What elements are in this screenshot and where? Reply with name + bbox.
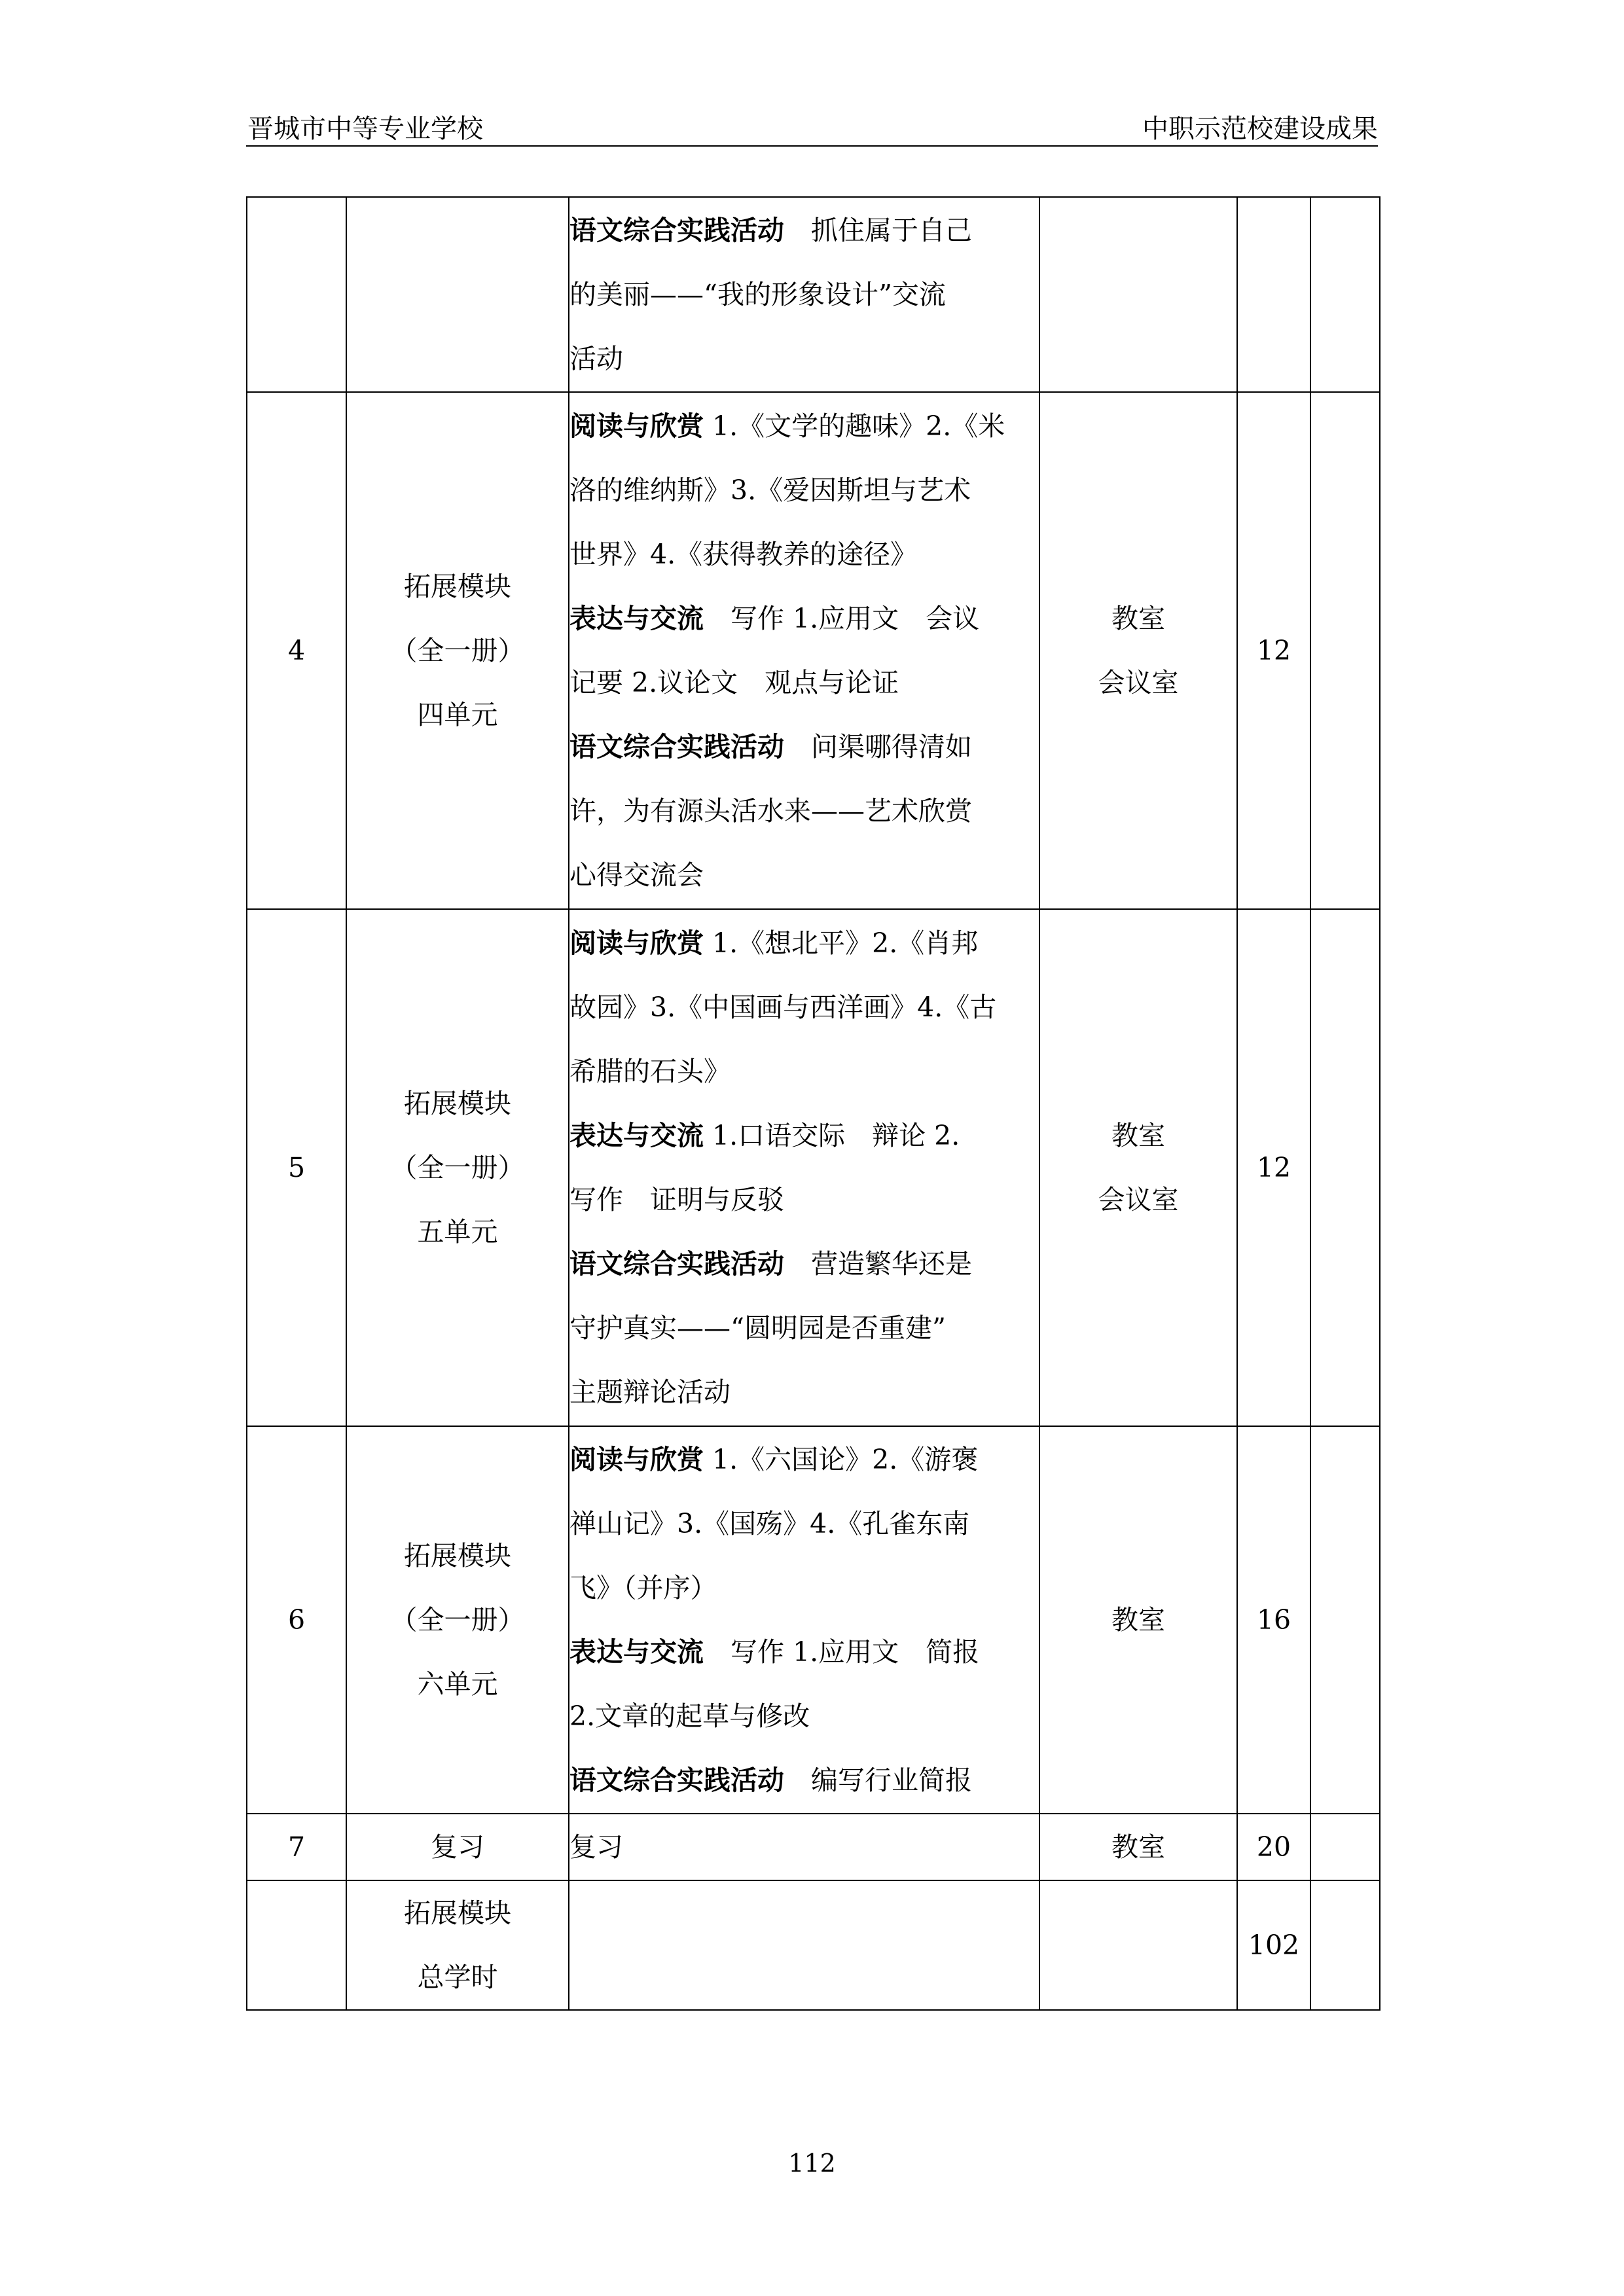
cell-hours: 12 xyxy=(1237,909,1310,1426)
cell-line: 拓展模块 xyxy=(404,1088,511,1119)
cell-content xyxy=(569,1426,1039,1814)
content-line xyxy=(569,1748,1039,1812)
cell-number: 7 xyxy=(247,1814,346,1880)
cell-line: （全一册） xyxy=(390,1604,525,1636)
cell-line: 拓展模块 xyxy=(404,1540,511,1571)
content-line xyxy=(569,651,1039,715)
content-text: 主题辩论活动 xyxy=(569,1376,731,1408)
table-row xyxy=(247,197,1380,392)
table-row xyxy=(247,392,1380,909)
content-line xyxy=(569,327,1039,391)
cell-number: 4 xyxy=(247,392,346,909)
cell-line: （全一册） xyxy=(390,635,525,666)
cell-place xyxy=(1039,909,1237,1426)
cell-content xyxy=(569,197,1039,392)
cell-place xyxy=(1039,1814,1237,1880)
content-heading: 语文综合实践活动 xyxy=(569,731,784,762)
cell-number: 6 xyxy=(247,1426,346,1814)
cell-hours xyxy=(1237,197,1310,392)
content-text: 1.《六国论》2.《游褒 xyxy=(704,1444,979,1475)
content-text: 抓住属于自己 xyxy=(784,215,972,246)
content-heading: 表达与交流 xyxy=(569,1636,704,1668)
content-line xyxy=(569,1620,1039,1684)
cell-content xyxy=(569,909,1039,1426)
content-line xyxy=(569,1296,1039,1360)
cell-notes xyxy=(1310,197,1380,392)
content-text: 的美丽——“我的形象设计”交流 xyxy=(569,279,946,310)
content-line xyxy=(569,458,1039,522)
content-text: 1.《文学的趣味》2.《米 xyxy=(704,410,1005,442)
content-line xyxy=(569,522,1039,586)
page-number: 112 xyxy=(788,2149,836,2178)
content-text: 禅山记》3.《国殇》4.《孔雀东南 xyxy=(569,1508,970,1539)
cell-number: 5 xyxy=(247,909,346,1426)
content-line xyxy=(569,911,1039,975)
content-line xyxy=(569,1492,1039,1556)
cell-place xyxy=(1039,1426,1237,1814)
content-text: 活动 xyxy=(569,343,623,374)
content-text: 写作 证明与反驳 xyxy=(569,1184,784,1215)
cell-module xyxy=(346,392,569,909)
cell-hours: 16 xyxy=(1237,1426,1310,1814)
cell-content xyxy=(569,1880,1039,2010)
cell-content xyxy=(569,392,1039,909)
content-text: 复习 xyxy=(569,1831,623,1863)
cell-hours: 20 xyxy=(1237,1814,1310,1880)
table-row xyxy=(247,1814,1380,1880)
content-line xyxy=(569,1232,1039,1296)
cell-place xyxy=(1039,197,1237,392)
cell-line: 五单元 xyxy=(417,1216,498,1247)
content-heading: 表达与交流 xyxy=(569,1120,704,1151)
content-line xyxy=(569,1168,1039,1232)
cell-line: 四单元 xyxy=(417,699,498,730)
table-row xyxy=(247,1426,1380,1814)
content-line xyxy=(569,779,1039,843)
content-text: 写作 1.应用文 简报 xyxy=(704,1636,980,1668)
content-text: 许，为有源头活水来——艺术欣赏 xyxy=(569,795,972,827)
content-heading: 阅读与欣赏 xyxy=(569,1444,704,1475)
content-text: 2.文章的起草与修改 xyxy=(569,1700,810,1732)
content-line xyxy=(569,394,1039,458)
table-row xyxy=(247,909,1380,1426)
curriculum-table xyxy=(246,196,1380,2011)
cell-line: 拓展模块 xyxy=(404,571,511,602)
content-line xyxy=(569,1427,1039,1492)
content-text: 洛的维纳斯》3.《爱因斯坦与艺术 xyxy=(569,475,971,506)
cell-line: 会议室 xyxy=(1098,1184,1179,1215)
header-rule xyxy=(246,145,1378,147)
header-section-title: 中职示范校建设成果 xyxy=(1142,114,1378,144)
content-line xyxy=(569,1039,1039,1103)
header-school-name: 晋城市中等专业学校 xyxy=(247,114,483,144)
content-heading: 语文综合实践活动 xyxy=(569,215,784,246)
content-heading: 语文综合实践活动 xyxy=(569,1248,784,1280)
content-heading: 语文综合实践活动 xyxy=(569,1765,784,1796)
cell-module xyxy=(346,197,569,392)
cell-module xyxy=(346,1814,569,1880)
content-heading: 阅读与欣赏 xyxy=(569,927,704,959)
cell-notes xyxy=(1310,909,1380,1426)
content-heading: 表达与交流 xyxy=(569,603,704,634)
cell-line: 会议室 xyxy=(1098,667,1179,698)
cell-hours: 12 xyxy=(1237,392,1310,909)
content-heading: 阅读与欣赏 xyxy=(569,410,704,442)
content-text: 1.口语交际 辩论 2. xyxy=(704,1120,960,1151)
cell-notes xyxy=(1310,1814,1380,1880)
content-line xyxy=(569,586,1039,651)
cell-module xyxy=(346,1880,569,2010)
cell-module xyxy=(346,909,569,1426)
content-line xyxy=(569,975,1039,1039)
cell-module xyxy=(346,1426,569,1814)
content-line xyxy=(569,1815,1039,1879)
cell-line: 六单元 xyxy=(417,1668,498,1700)
cell-line: （全一册） xyxy=(390,1152,525,1183)
content-line xyxy=(569,1684,1039,1748)
content-text: 营造繁华还是 xyxy=(784,1248,972,1280)
content-text: 守护真实——“圆明园是否重建” xyxy=(569,1312,946,1344)
content-line xyxy=(569,843,1039,907)
cell-number xyxy=(247,1880,346,2010)
content-text: 写作 1.应用文 会议 xyxy=(704,603,980,634)
cell-line: 教室 xyxy=(1111,1831,1165,1863)
content-line xyxy=(569,1103,1039,1168)
content-text: 心得交流会 xyxy=(569,859,704,891)
content-text: 问渠哪得清如 xyxy=(784,731,972,762)
cell-number xyxy=(247,197,346,392)
content-text: 故园》3.《中国画与西洋画》4.《古 xyxy=(569,992,997,1023)
content-line xyxy=(569,1556,1039,1620)
content-line xyxy=(569,1360,1039,1424)
cell-line: 教室 xyxy=(1111,603,1165,634)
cell-hours: 102 xyxy=(1237,1880,1310,2010)
cell-place xyxy=(1039,392,1237,909)
content-text: 记要 2.议论文 观点与论证 xyxy=(569,667,899,698)
content-line xyxy=(569,262,1039,327)
cell-notes xyxy=(1310,1880,1380,2010)
content-text: 世界》4.《获得教养的途径》 xyxy=(569,539,918,570)
cell-line: 总学时 xyxy=(417,1962,498,1993)
content-text: 1.《想北平》2.《肖邦 xyxy=(704,927,979,959)
cell-line: 拓展模块 xyxy=(404,1897,511,1929)
content-line xyxy=(569,715,1039,779)
cell-place xyxy=(1039,1880,1237,2010)
cell-line: 复习 xyxy=(431,1831,484,1863)
cell-notes xyxy=(1310,392,1380,909)
table-row xyxy=(247,1880,1380,2010)
cell-line: 教室 xyxy=(1111,1120,1165,1151)
cell-line: 教室 xyxy=(1111,1604,1165,1636)
content-line xyxy=(569,198,1039,262)
cell-notes xyxy=(1310,1426,1380,1814)
content-text: 编写行业简报 xyxy=(784,1765,972,1796)
content-text: 希腊的石头》 xyxy=(569,1056,731,1087)
content-text: 飞》（并序） xyxy=(569,1572,717,1604)
cell-content xyxy=(569,1814,1039,1880)
